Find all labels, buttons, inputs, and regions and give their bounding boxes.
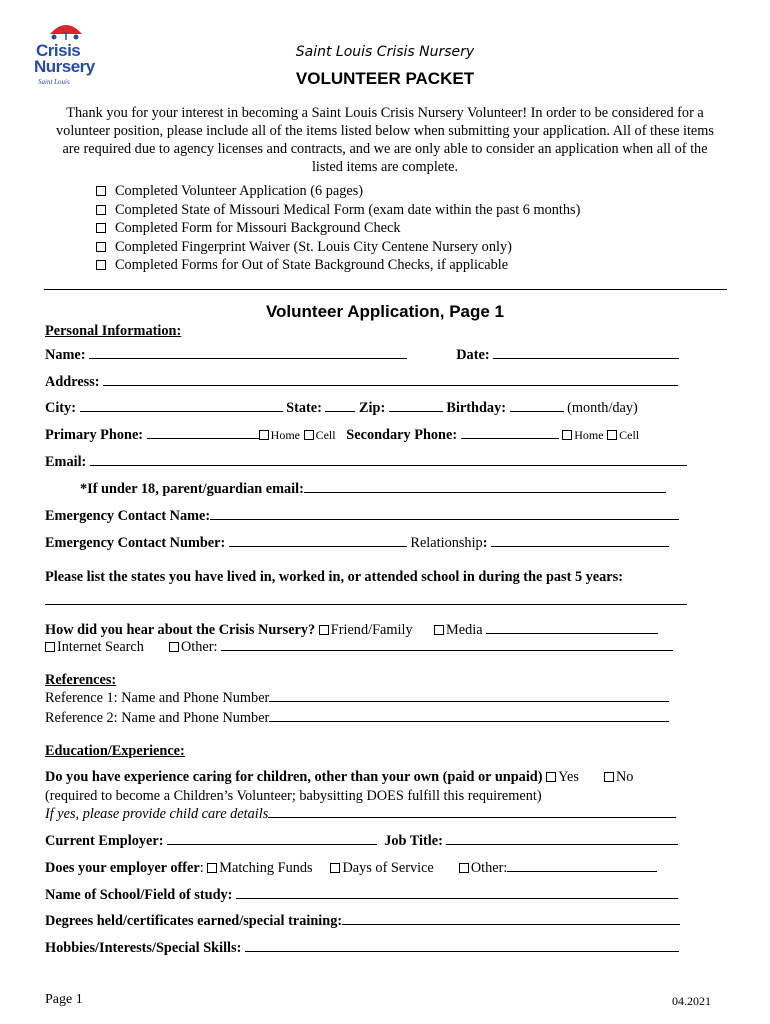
degrees-row [45, 912, 680, 930]
address-row [45, 373, 678, 391]
internet-search-checkbox[interactable] [45, 642, 55, 652]
umbrella-icon [48, 22, 84, 40]
reference-2-field[interactable] [269, 709, 669, 722]
logo-tagline: Saint Louis [38, 78, 70, 86]
address-field[interactable] [103, 373, 678, 386]
hobbies-label: Hobbies/Interests/Special Skills: [45, 940, 242, 956]
details-row [45, 805, 676, 823]
school-label: Name of School/Field of study: [45, 887, 233, 903]
date-label: Date: [456, 347, 490, 363]
hear-row: How did you hear about the Crisis Nursery? Friend/Family Media [45, 621, 658, 639]
school-row [45, 886, 678, 904]
hobbies-row [45, 939, 679, 957]
current-employer-label: Current Employer: [45, 833, 164, 849]
secondary-phone-field[interactable] [461, 426, 559, 439]
requirement-item: Completed Forms for Out of State Background Checks, if applicable [96, 256, 580, 275]
primary-phone-label: Primary Phone: [45, 427, 144, 443]
checkbox[interactable] [96, 260, 106, 270]
other-field[interactable] [221, 638, 673, 651]
experience-row: Do you have experience caring for children, other than your own (paid or unpaid) Yes No [45, 769, 634, 785]
org-name: Saint Louis Crisis Nursery [295, 44, 475, 60]
name-date-row [45, 346, 679, 364]
hobbies-field[interactable] [245, 939, 679, 952]
media-checkbox[interactable] [434, 625, 444, 635]
employer-row [45, 832, 678, 850]
birthday-field[interactable] [510, 399, 564, 412]
emergency-number-field[interactable] [229, 534, 407, 547]
city-row [45, 399, 638, 417]
name-label: Name: [45, 347, 86, 363]
job-title-label: Job Title: [384, 833, 443, 849]
relationship-field[interactable] [491, 534, 669, 547]
page-title: VOLUNTEER PACKET [295, 69, 475, 88]
school-field[interactable] [236, 886, 678, 899]
education-heading: Education/Experience: [45, 743, 185, 759]
experience-question: Do you have experience caring for children, other than your own (paid or unpaid) [45, 769, 543, 785]
primary-cell-checkbox[interactable] [304, 430, 314, 440]
reference-1-field[interactable] [269, 689, 669, 702]
degrees-label: Degrees held/certificates earned/special training: [45, 913, 343, 929]
experience-no-checkbox[interactable] [604, 772, 614, 782]
secondary-phone-label: Secondary Phone: [346, 427, 458, 443]
logo-word-nursery: Nursery [34, 57, 95, 76]
address-label: Address: [45, 374, 100, 390]
matching-funds-checkbox[interactable] [207, 863, 217, 873]
requirement-item: Completed Fingerprint Waiver (St. Louis City Centene Nursery only) [96, 238, 580, 257]
offer-other-field[interactable] [507, 859, 657, 872]
friend-family-checkbox[interactable] [319, 625, 329, 635]
emergency-number-label: Emergency Contact Number: [45, 535, 226, 551]
offer-other-checkbox[interactable] [459, 863, 469, 873]
relationship-label: Relationship [410, 535, 483, 551]
city-field[interactable] [80, 399, 283, 412]
requirements-list [96, 182, 580, 275]
name-field[interactable] [89, 346, 407, 359]
experience-yes-checkbox[interactable] [546, 772, 556, 782]
emergency-number-row: Emergency Contact Number: Relationship: [45, 534, 669, 552]
reference-1-row [45, 689, 669, 707]
revision-code: 04.2021 [672, 994, 711, 1008]
checkbox[interactable] [96, 205, 106, 215]
zip-field[interactable] [389, 399, 443, 412]
details-label: If yes, please provide child care details [45, 806, 269, 822]
email-field[interactable] [90, 453, 687, 466]
emergency-name-row [45, 507, 679, 525]
logo-word-crisis: Crisis [36, 41, 81, 60]
employer-offer-label: Does your employer offer [45, 860, 200, 876]
days-of-service-checkbox[interactable] [330, 863, 340, 873]
other-checkbox[interactable] [169, 642, 179, 652]
email-row [45, 453, 687, 471]
references-heading: References: [45, 672, 117, 688]
page-number: Page 1 [45, 992, 83, 1007]
secondary-home-checkbox[interactable] [562, 430, 572, 440]
reference-2-row [45, 709, 669, 727]
current-employer-field[interactable] [167, 832, 377, 845]
states-field[interactable] [45, 604, 687, 605]
reference-1-label: Reference 1: Name and Phone Number [45, 690, 270, 706]
requirement-item: Completed Volunteer Application (6 pages) [96, 182, 580, 201]
requirement-item: Completed State of Missouri Medical Form (exam date within the past 6 months) [96, 201, 580, 220]
hear-question: How did you hear about the Crisis Nursery? [45, 622, 316, 638]
email-label: Email: [45, 454, 87, 470]
primary-home-checkbox[interactable] [259, 430, 269, 440]
intro-paragraph: Thank you for your interest in becoming a Saint Louis Crisis Nursery Volunteer! In order to be considered for a volunteer position, please include all of the items listed below when submitting your application. All of these items are required due to agency licenses and contracts, and we are only able to consider an application when all of the listed items are complete. [56, 105, 714, 175]
primary-phone-field[interactable] [147, 426, 259, 439]
zip-label: Zip: [359, 400, 386, 416]
personal-info-heading: Personal Information: [45, 323, 182, 339]
states-question: Please list the states you have lived in, worked in, or attended school in during the past 5 years: [45, 569, 623, 585]
reference-2-label: Reference 2: Name and Phone Number [45, 710, 270, 726]
requirement-item: Completed Form for Missouri Background Check [96, 219, 580, 238]
checkbox[interactable] [96, 242, 106, 252]
guardian-email-label: *If under 18, parent/guardian email: [80, 481, 304, 497]
checkbox[interactable] [96, 223, 106, 233]
emergency-name-label: Emergency Contact Name: [45, 508, 211, 524]
guardian-email-row [80, 480, 666, 498]
emergency-name-field[interactable] [210, 507, 679, 520]
secondary-cell-checkbox[interactable] [607, 430, 617, 440]
degrees-field[interactable] [342, 912, 680, 925]
media-field[interactable] [486, 621, 658, 634]
job-title-field[interactable] [446, 832, 678, 845]
requirement-note: (required to become a Children’s Volunteer; babysitting DOES fulfill this requirement) [45, 788, 542, 804]
guardian-email-field[interactable] [304, 480, 666, 493]
city-label: City: [45, 400, 76, 416]
checkbox[interactable] [96, 186, 106, 196]
phone-row: Primary Phone: Home Cell Secondary Phone: Home Cell [45, 427, 640, 443]
birthday-label: Birthday: [446, 400, 506, 416]
state-label: State: [286, 400, 322, 416]
month-day-hint: (month/day) [567, 400, 638, 416]
details-field[interactable] [268, 805, 676, 818]
section-title: Volunteer Application, Page 1 [265, 302, 505, 321]
employer-offer-row: Does your employer offer: Matching Funds Days of Service Other: [45, 859, 657, 877]
state-field[interactable] [325, 399, 355, 412]
divider [44, 289, 727, 290]
hear-row-2: Internet Search Other: [45, 638, 673, 656]
date-field[interactable] [493, 346, 679, 359]
